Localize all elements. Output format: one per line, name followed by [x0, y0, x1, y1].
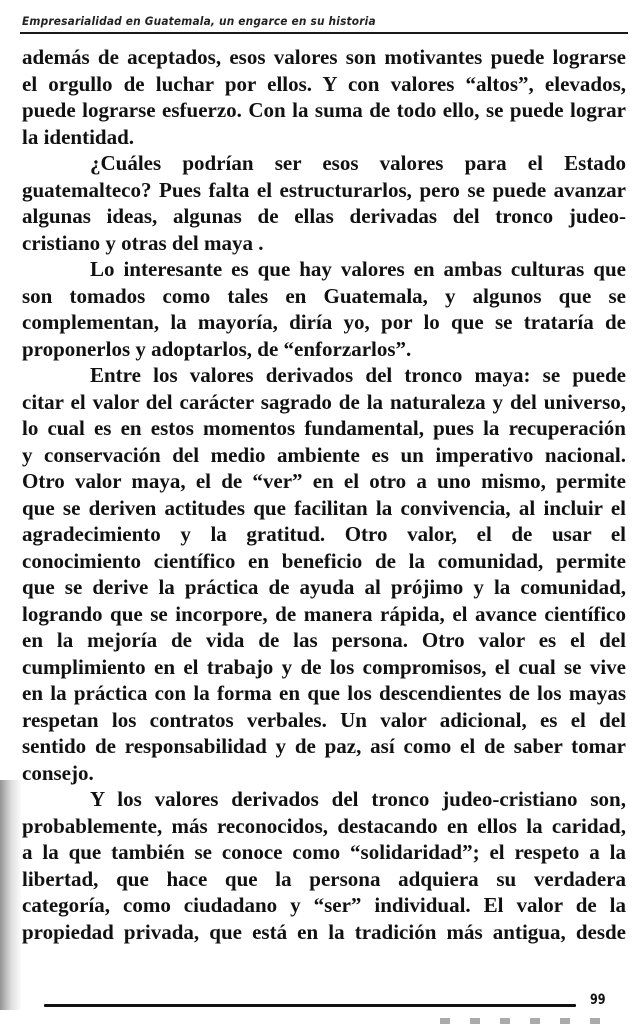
text-line: lo cual es en estos momentos fundamental, pues la recuperación	[22, 416, 626, 440]
text-line: Lo interesante es que hay valores en ambas culturas que	[90, 257, 626, 281]
text-line: que se deriven actitudes que facilitan la convivencia, al incluir el	[22, 495, 626, 520]
text-line: que se derive la práctica de ayuda al prójimo y la comunidad,	[22, 575, 626, 599]
text-line: citar el valor del carácter sagrado de la naturaleza y del universo,	[22, 389, 626, 414]
header-rule	[20, 32, 628, 34]
text-line: sentido de responsabilidad y de paz, así como el de saber tomar	[22, 734, 626, 758]
text-line: son tomados como tales en Guatemala, y algunos que se	[22, 283, 626, 308]
body-text	[22, 44, 626, 945]
text-line: guatemalteco? Pues falta el estructurarlos, pero se puede avanzar	[22, 177, 626, 202]
text-line: libertad, que hace que la persona adquiera su verdadera	[22, 866, 626, 891]
text-line: cumplimiento en el trabajo y de los compromisos, el cual se vive	[22, 654, 626, 679]
text-line: cristiano y otras del maya .	[22, 230, 264, 255]
text-line: Y los valores derivados del tronco judeo-cristiano son,	[90, 787, 626, 811]
next-page-text-fragment	[440, 1018, 610, 1024]
running-header-title: Empresarialidad en Guatemala, un engarce en su historia	[22, 14, 376, 28]
text-line: consejo.	[22, 760, 94, 785]
text-line: el orgullo de luchar por ellos. Y con valores “altos”, elevados,	[22, 71, 626, 96]
page-binding-shadow	[0, 780, 22, 1010]
text-line: puede lograrse esfuerzo. Con la suma de todo ello, se puede lograr	[22, 98, 626, 122]
text-line: categoría, como ciudadano y “ser” individual. El valor de la	[22, 893, 626, 917]
text-line: Entre los valores derivados del tronco maya: se puede	[90, 363, 626, 387]
text-line: algunas ideas, algunas de ellas derivadas del tronco judeo-	[22, 204, 626, 228]
text-line: respetan los contratos verbales. Un valor adicional, es el del	[22, 707, 626, 732]
text-line: logrando que se incorpore, de manera rápida, el avance científico	[22, 601, 626, 626]
text-line: conocimiento científico en beneficio de la comunidad, permite	[22, 548, 626, 573]
text-line: propiedad privada, que está en la tradición más antigua, desde	[22, 919, 626, 944]
page-number: 99	[590, 992, 606, 1008]
text-line: en la práctica con la forma en que los descendientes de los mayas	[22, 681, 626, 705]
text-line: proponerlos y adoptarlos, de “enforzarlos”.	[22, 336, 412, 361]
text-line: complementan, la mayoría, diría yo, por lo que se trataría de	[22, 310, 626, 334]
text-line: probablemente, más reconocidos, destacando en ellos la caridad,	[22, 813, 626, 838]
text-line: Otro valor maya, el de “ver” en el otro a uno mismo, permite	[22, 469, 626, 493]
text-line: y conservación del medio ambiente es un imperativo nacional.	[22, 442, 626, 467]
text-line: además de aceptados, esos valores son motivantes puede lograrse	[22, 45, 626, 69]
text-line: agradecimiento y la gratitud. Otro valor, el de usar el	[22, 522, 626, 546]
text-line: en la mejoría de vida de las persona. Otro valor es el del	[22, 628, 626, 652]
text-line: ¿Cuáles podrían ser esos valores para el Estado	[90, 151, 626, 175]
footer-rule	[44, 1004, 576, 1007]
text-line: la identidad.	[22, 124, 135, 149]
text-line: a la que también se conoce como “solidaridad”; el respeto a la	[22, 840, 626, 864]
